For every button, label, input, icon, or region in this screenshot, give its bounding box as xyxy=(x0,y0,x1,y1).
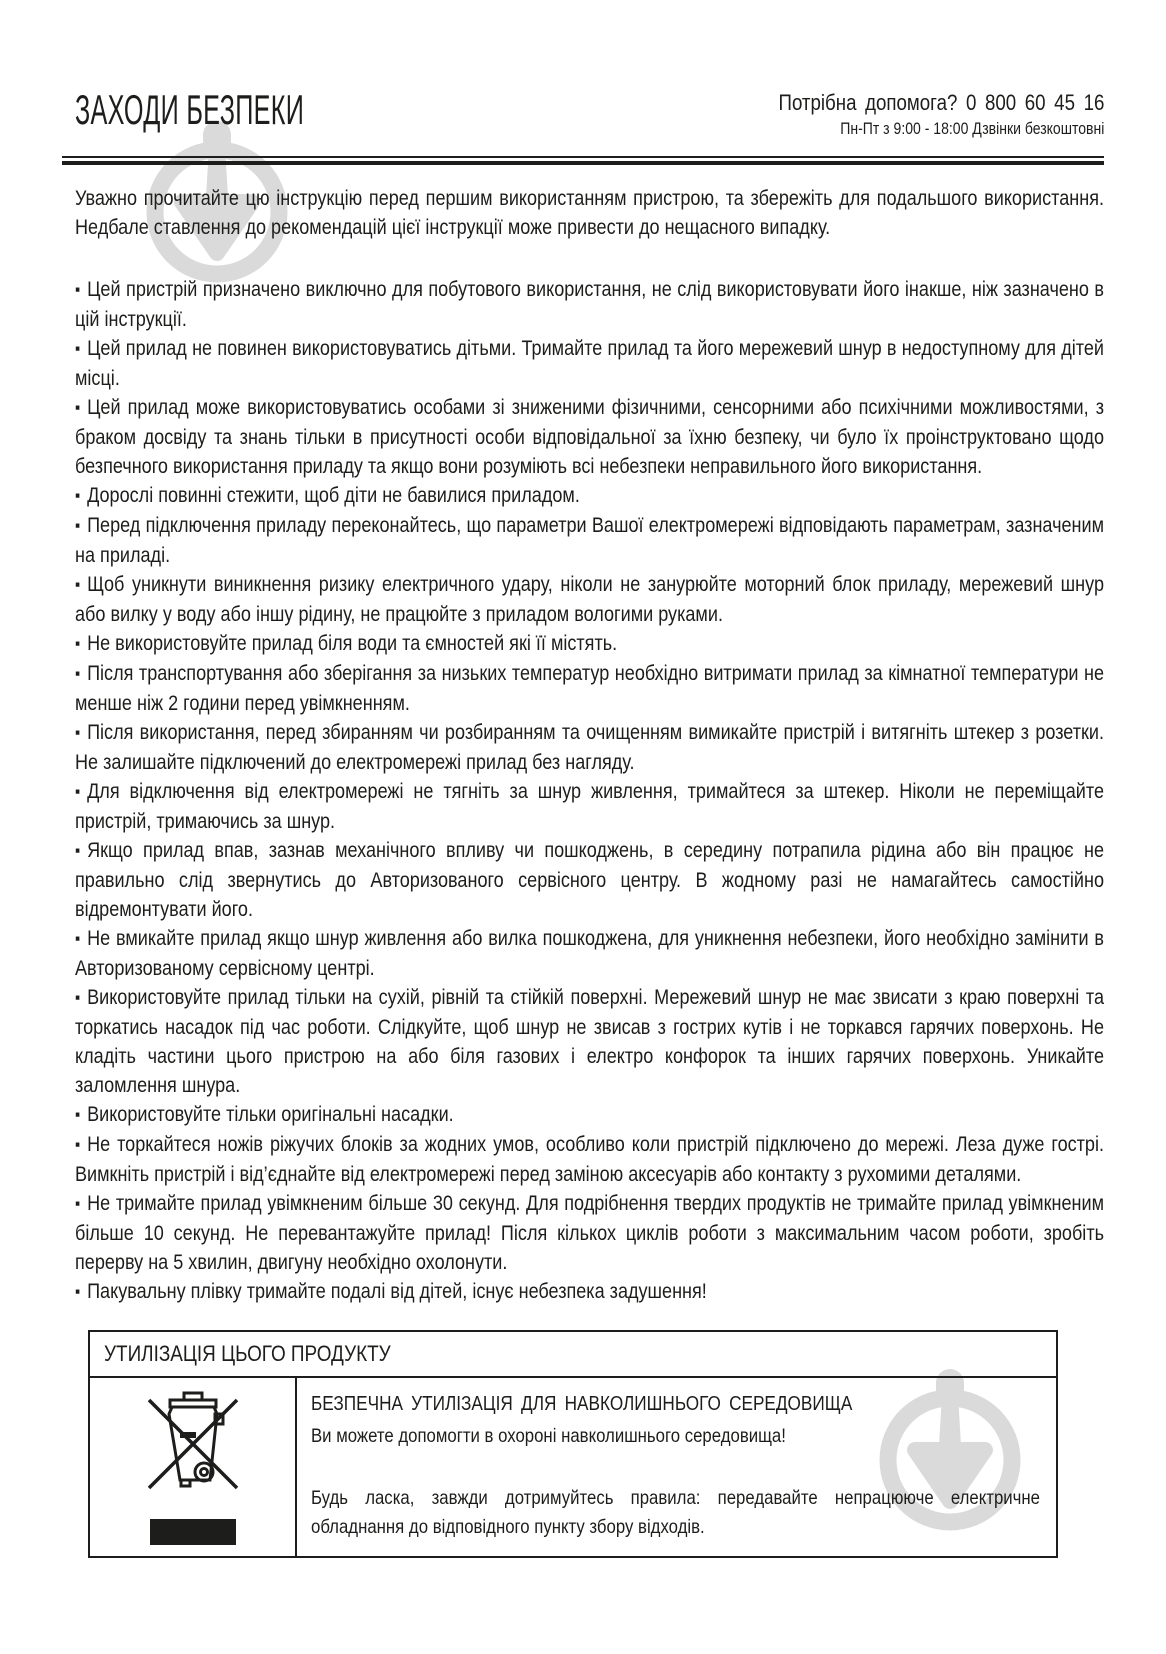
disposal-box-header xyxy=(90,1332,1056,1378)
bullet-icon: ▪ xyxy=(75,929,81,948)
disposal-symbol-cell xyxy=(90,1378,297,1556)
disposal-box-body xyxy=(90,1378,1056,1556)
disposal-text-cell xyxy=(297,1378,1056,1556)
bullet-icon: ▪ xyxy=(75,988,81,1007)
disposal-box-title: УТИЛІЗАЦІЯ ЦЬОГО ПРОДУКТУ xyxy=(104,1341,391,1366)
safety-item-text: Після використання, перед збиранням чи розбиранням та очищенням вимикайте пристрій і витягніть штекер з розетки. Не залишайте підключений до електромережі прилад без нагляду. xyxy=(75,721,1105,774)
bullet-icon: ▪ xyxy=(75,398,81,417)
help-phone-line: Потрібна допомога? 0 800 60 45 16 xyxy=(778,90,1104,115)
bullet-icon: ▪ xyxy=(75,634,81,653)
bullet-icon: ▪ xyxy=(75,516,81,535)
safety-item-text: Не торкайтеся ножів ріжучих блоків за жодних умов, особливо коли пристрій підключено до мережі. Леза дуже гострі. Вимкніть пристрій і від’єднайте від електромережі перед заміною аксесуарів або контакту з рухомими деталями. xyxy=(75,1133,1105,1186)
bullet-icon: ▪ xyxy=(75,1105,81,1124)
safety-bullet-item xyxy=(75,836,1104,924)
safety-item-text: Цей прилад не повинен використовуватись дітьми. Тримайте прилад та його мережевий шнур в недоступному для дітей місці. xyxy=(75,337,1105,390)
page-title: ЗАХОДИ БЕЗПЕКИ xyxy=(75,86,305,133)
safety-item-text: Цей прилад може використовуватись особами зі зниженими фізичними, сенсорними або психічними можливостями, з браком досвіду та знань тільки в присутності особи відповідальної за їхню безпеку, чи було їх проінструктовано щодо безпечного використання приладу та якщо вони розуміють всі небезпеки неправильного його використання. xyxy=(75,396,1105,478)
bullet-icon: ▪ xyxy=(75,664,81,683)
safety-item-text: Після транспортування або зберігання за низьких температур необхідно витримати прилад за кімнатної температури не менше ніж 2 години перед увімкненням. xyxy=(75,662,1105,715)
intro-paragraph: Уважно прочитайте цю інструкцію перед першим використанням пристрою, та збережіть для подальшого використання. Недбале ставлення до рекомендацій цієї інструкції може привести до нещасного випадку. xyxy=(75,187,1105,239)
help-hours-line: Пн-Пт з 9:00 - 18:00 Дзвінки безкоштовні xyxy=(839,120,1104,138)
safety-bullet-item xyxy=(75,983,1104,1100)
crossed-wheelie-bin-icon xyxy=(143,1390,243,1497)
safety-bullet-item xyxy=(75,1277,1104,1307)
safety-item-text: Для відключення від електромережі не тягніть за шнур живлення, тримайтеся за штекер. Ніколи не переміщайте пристрій, тримаючись за шнур. xyxy=(75,780,1105,833)
bullet-icon: ▪ xyxy=(75,280,81,299)
help-contact-block xyxy=(778,90,1104,139)
safety-bullet-item xyxy=(75,1130,1104,1189)
bullet-icon: ▪ xyxy=(75,575,81,594)
disposal-line1: Ви можете допомогти в охороні навколишнього середовища! xyxy=(311,1425,786,1447)
safety-item-text: Не тримайте прилад увімкненим більше 30 секунд. Для подрібнення твердих продуктів не тримайте прилад увімкненим більше 10 секунд. Не перевантажуйте прилад! Після кількох циклів роботи з максимальним часом роботи, зробіть перерву на 5 хвилин, двигуну необхідно охолонути. xyxy=(75,1192,1105,1274)
safety-item-text: Якщо прилад впав, зазнав механічного впливу чи пошкоджень, в середину потрапила рідина або він працює не правильно слід звернутись до Авторизованого сервісного центру. В жодному разі не намагайтесь самостійно відремонтувати його. xyxy=(75,839,1105,921)
disposal-info-box xyxy=(88,1330,1058,1558)
safety-bullet-item xyxy=(75,334,1104,393)
safety-item-text: Цей пристрій призначено виключно для побутового використання, не слід використовувати його інакше, ніж зазначено в цій інструкції. xyxy=(75,278,1105,331)
bullet-icon: ▪ xyxy=(75,1282,81,1301)
safety-item-text: Перед підключення приладу переконайтесь, що параметри Вашої електромережі відповідають параметрам, зазначеним на приладі. xyxy=(75,514,1105,567)
safety-bullet-item xyxy=(75,570,1104,629)
safety-item-text: Дорослі повинні стежити, щоб діти не бавилися приладом. xyxy=(87,484,580,507)
safety-instructions xyxy=(75,184,1104,1307)
safety-bullet-item xyxy=(75,481,1104,511)
bullet-icon: ▪ xyxy=(75,486,81,505)
disposal-heading: БЕЗПЕЧНА УТИЛІЗАЦІЯ ДЛЯ НАВКОЛИШНЬОГО СЕРЕДОВИЩА xyxy=(311,1393,853,1415)
disposal-line2: Будь ласка, завжди дотримуйтесь правила: передавайте непрацююче електричне обладнання до відповідного пункту збору відходів. xyxy=(311,1487,1040,1538)
safety-item-text: Використовуйте тільки оригінальні насадки. xyxy=(87,1103,454,1126)
safety-bullet-item xyxy=(75,393,1104,481)
safety-bullet-item xyxy=(75,924,1104,983)
weee-date-bar xyxy=(150,1519,236,1545)
safety-bullet-item xyxy=(75,629,1104,659)
safety-item-text: Не використовуйте прилад біля води та ємностей які її містять. xyxy=(87,632,618,655)
safety-bullet-item xyxy=(75,718,1104,777)
safety-item-text: Використовуйте прилад тільки на сухій, рівній та стійкій поверхні. Мережевий шнур не має звисати з краю поверхні та торкатись насадок під час роботи. Слідкуйте, щоб шнур не звисав з гострих кутів і не торкався гарячих поверхонь. Не кладіть частини цього пристрою на або біля газових і електро конфорок та інших гарячих поверхонь. Уникайте заломлення шнура. xyxy=(75,986,1105,1097)
safety-item-text: Щоб уникнути виникнення ризику електричного удару, ніколи не занурюйте моторний блок приладу, мережевий шнур або вилку у воду або іншу рідину, не працюйте з приладом вологими руками. xyxy=(75,573,1105,626)
safety-item-text: Пакувальну плівку тримайте подалі від дітей, існує небезпека задушення! xyxy=(87,1280,707,1303)
bullet-icon: ▪ xyxy=(75,723,81,742)
bullet-icon: ▪ xyxy=(75,1135,81,1154)
safety-bullet-item xyxy=(75,777,1104,836)
safety-bullet-item xyxy=(75,659,1104,718)
safety-bullet-item xyxy=(75,275,1104,334)
safety-item-text: Не вмикайте прилад якщо шнур живлення або вилка пошкоджена, для уникнення небезпеки, його необхідно замінити в Авторизованому сервісному центрі. xyxy=(75,927,1105,980)
bullet-icon: ▪ xyxy=(75,841,81,860)
safety-bullet-item xyxy=(75,1189,1104,1277)
bullet-icon: ▪ xyxy=(75,1194,81,1213)
safety-bullet-item xyxy=(75,511,1104,570)
bullet-icon: ▪ xyxy=(75,339,81,358)
header-divider xyxy=(62,156,1104,165)
bullet-icon: ▪ xyxy=(75,782,81,801)
safety-bullet-item xyxy=(75,1100,1104,1130)
